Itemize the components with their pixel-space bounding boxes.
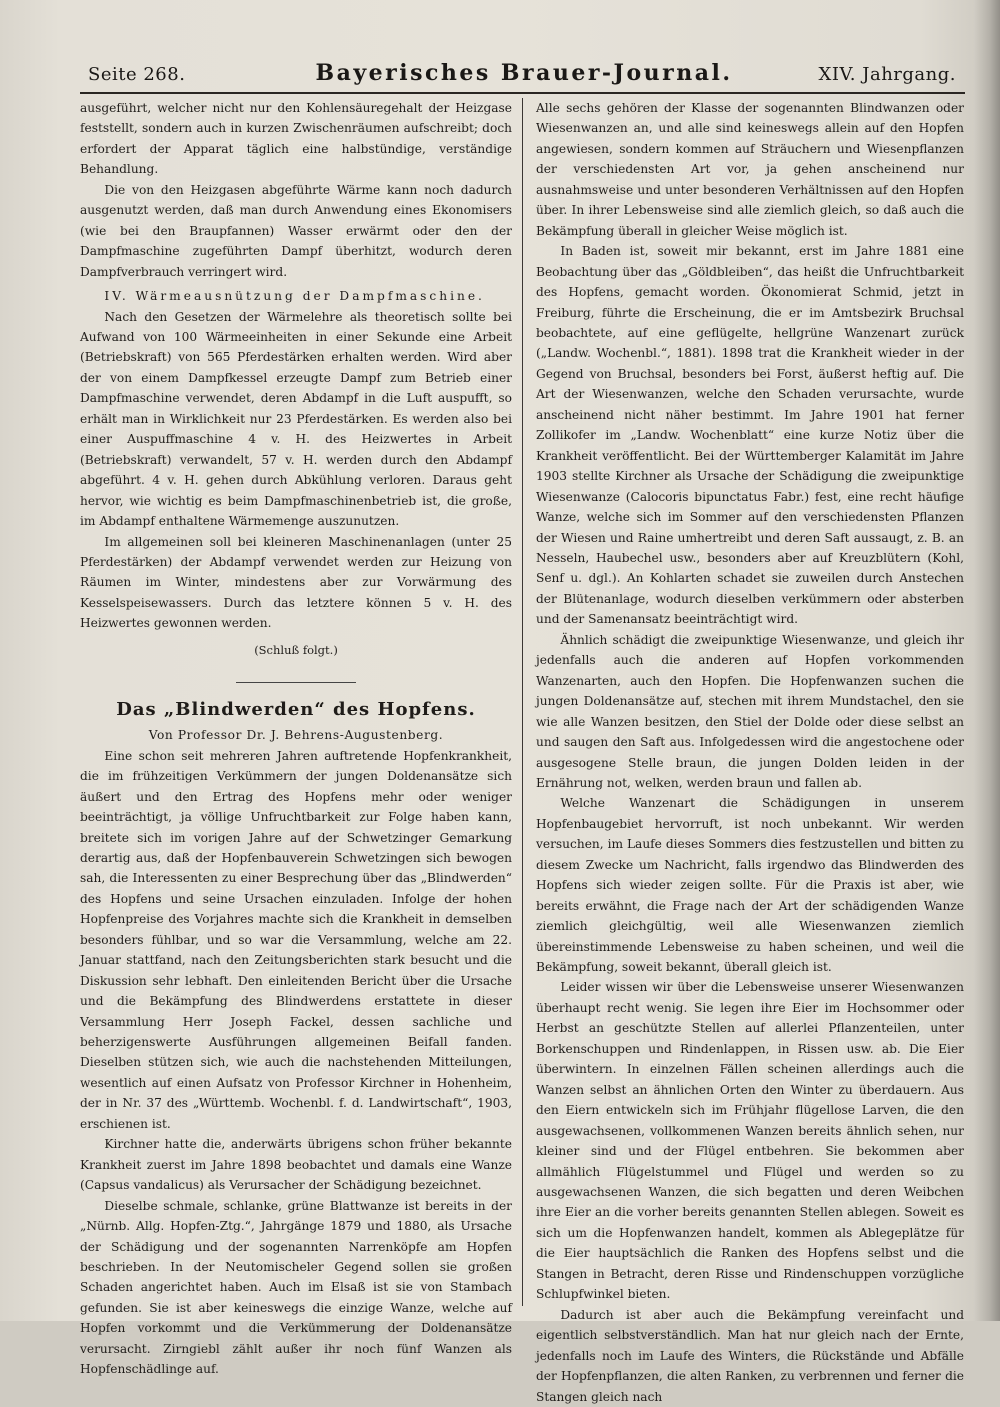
volume-label: XIV. Jahrgang. — [818, 64, 956, 85]
paragraph: Dieselbe schmale, schlanke, grüne Blattwanze ist bereits in der „Nürnb. Allg. Hopfen-Ztg.“, Jahrgänge 1879 und 1880, als Ursache der Schädigung und der sogenannten Narrenköpfe am Hopfen beschrieben. In der Neutomischeler Gegend sollen sie großen Schaden angerichtet haben. Auch im Elsaß ist sie von Stambach gefunden. Sie ist aber keineswegs die einzige Wanze, welche auf Hopfen vorkommt und die Verkümmerung der Doldenansätze verursacht. Zirngiebl zählt außer ihr noch fünf Wanzen als Hopfenschädlinge auf. — [80, 1198, 512, 1377]
left-column — [80, 98, 512, 1380]
paragraph: Dadurch ist aber auch die Bekämpfung vereinfacht und eigentlich selbstverständlich. Man hat nur gleich nach der Ernte, jedenfalls noch im Laufe des Winters, die Rückstände und Abfälle der Hopfenpflanzen, die alten Ranken, zu verbrennen und ferner die Stangen gleich nach — [536, 1307, 964, 1404]
paragraph: Ähnlich schädigt die zweipunktige Wiesenwanze, und gleich ihr jedenfalls auch die anderen auf Hopfen vorkommenden Wanzenarten, auch den Hopfen. Die Hopfenwanzen suchen die jungen Doldenansätze auf, stechen mit ihrem Mundstachel, den sie wie alle Wanzen besitzen, den Stiel der Dolde oder diese selbst an und saugen den Saft aus. Infolgedessen wird die angestochene oder ausgesogene Stelle braun, die jungen Dolden leiden in der Ernährung not, welken, werden braun und fallen ab. — [536, 632, 964, 790]
column-divider — [522, 98, 523, 1306]
article-title: Das „Blindwerden“ des Hopfens. — [116, 699, 476, 721]
page-number: Seite 268. — [88, 64, 186, 85]
journal-title: Bayerisches Brauer-Journal. — [315, 60, 733, 86]
paragraph: Die von den Heizgasen abgeführte Wärme kann noch dadurch ausgenutzt werden, daß man durch Anwendung eines Ekonomisers (wie bei den Braupfannen) Wasser erwärmt oder den der Dampfmaschine zugeführten Dampf überhitzt, wodurch deren Dampfverbrauch verringert wird. — [80, 182, 512, 279]
paragraph: Welche Wanzenart die Schädigungen in unserem Hopfenbaugebiet hervorruft, ist noch unbekannt. Wir werden versuchen, im Laufe dieses Sommers dies festzustellen und bitten zu diesem Zwecke um Nachricht, falls irgendwo das Blindwerden des Hopfens sich wieder zeigen sollte. Für die Praxis ist aber, wie bereits erwähnt, die Frage nach der Art der schädigenden Wanze ziemlich gleichgültig, weil alle Wiesenwanzen ziemlich übereinstimmende Lebensweise zu haben scheinen, und weil die Bekämpfung, soweit bekannt, überall gleich ist. — [536, 796, 964, 975]
paragraph: Im allgemeinen soll bei kleineren Maschinenanlagen (unter 25 Pferdestärken) der Abdampf verwendet werden zur Heizung von Räumen im Winter, mindestens aber zur Vorwärmung des Kesselspeisewassers. Durch das letztere können 5 v. H. des Heizwertes gewonnen werden. — [80, 534, 512, 631]
paragraph: Nach den Gesetzen der Wärmelehre als theoretisch sollte bei Aufwand von 100 Wärmeeinheiten in einer Sekunde eine Arbeit (Betriebskraft) von 565 Pferdestärken erhalten werden. Wird aber der von einem Dampfkessel erzeugte Dampf zum Betrieb einer Dampfmaschine verwendet, deren Abdampf in die Luft auspufft, so erhält man in Wirklichkeit nur 23 Pferdestärken. Es werden also bei einer Auspuffmaschine 4 v. H. des Heizwertes in Arbeit (Betriebskraft) verwandelt, 57 v. H. werden durch den Abdampf abgeführt. 4 v. H. gehen durch Abkühlung verloren. Daraus geht hervor, wie wichtig es beim Dampfmaschinenbetrieb ist, die große, im Abdampf enthaltene Wärmemenge auszunutzen. — [80, 309, 512, 529]
article-byline: Von Professor Dr. J. Behrens-Augustenberg. — [148, 728, 444, 743]
continuation-note: (Schluß folgt.) — [254, 642, 338, 657]
paragraph: Leider wissen wir über die Lebensweise unserer Wiesenwanzen überhaupt recht wenig. Sie legen ihre Eier im Hochsommer oder Herbst an geschützte Stellen auf allerlei Pflanzenteilen, unter Borkenschuppen und Rindenlappen, in Rissen usw. ab. Die Eier überwintern. In einzelnen Fällen scheinen allerdings auch die Wanzen selbst an ähnlichen Orten den Winter zu überdauern. Aus den Eiern entwickeln sich im Frühjahr flügellose Larven, die den ausgewachsenen, vollkommenen Wanzen bereits ähnlich sehen, nur kleiner sind und der Flügel entbehren. Sie bekommen aber allmählich Flügelstummel und Flügel und werden so zu ausgewachsenen Wanzen, die sich begatten und deren Weibchen ihre Eier an die vorher bereits genannten Stellen ablegen. Soweit es sich um die Hopfenwanzen handelt, kommen als Ablegeplätze für die Eier hauptsächlich die Ranken des Hopfens selbst und die Stangen in Betracht, deren Risse und Rindenschuppen vorzügliche Schlupfwinkel bieten. — [536, 980, 964, 1302]
right-column — [536, 98, 964, 1407]
paragraph: Kirchner hatte die, anderwärts übrigens schon früher bekannte Krankheit zuerst im Jahre 1898 beobachtet und damals eine Wanze (Capsus vandalicus) als Verursacher der Schädigung bezeichnet. — [80, 1137, 512, 1193]
paragraph: Eine schon seit mehreren Jahren auftretende Hopfenkrankheit, die im frühzeitigen Verkümmern der jungen Doldenansätze sich äußert und den Ertrag des Hopfens mehr oder weniger beeinträchtigt, ja völlige Unfruchtbarkeit zur Folge haben kann, breitete sich im vorigen Jahre auf der Schwetzinger Gemarkung derartig aus, daß der Hopfenbauverein Schwetzingen sich bewogen sah, die Interessenten zu einer Besprechung über das „Blindwerden“ des Hopfens und seine Ursachen einzuladen. Infolge der hohen Hopfenpreise des Vorjahres machte sich die Krankheit in demselben besonders fühlbar, und so war die Versammlung, welche am 22. Januar stattfand, nach den Zeitungsberichten stark besucht und die Diskussion sehr lebhaft. Den einleitenden Bericht über die Ursache und die Bekämpfung des Blindwerdens erstattete in dieser Versammlung Herr Joseph Fackel, dessen sachliche und beherzigenswerte Ausführungen allgemeinen Beifall fanden. Dieselben stützen sich, wie auch die nachstehenden Mitteilungen, wesentlich auf einen Aufsatz von Professor Kirchner in Hohenheim, der in Nr. 37 des „Württemb. Wochenbl. f. d. Landwirtschaft“, 1903, erschienen ist. — [80, 748, 512, 1131]
page-header — [88, 60, 960, 90]
paragraph: Alle sechs gehören der Klasse der sogenannten Blindwanzen oder Wiesenwanzen an, und alle sind keineswegs allein auf den Hopfen angewiesen, sondern kommen auf Sträuchern und Wiesenpflanzen der verschiedensten Art vor, ja gehen anscheinend nur ausnahmsweise und unter besonderen Verhältnissen auf den Hopfen über. In ihrer Lebensweise sind alle ziemlich gleich, so daß auch die Bekämpfung überall in gleicher Weise möglich ist. — [536, 101, 964, 238]
binding-shadow — [974, 0, 1000, 1321]
paragraph: ausgeführt, welcher nicht nur den Kohlensäuregehalt der Heizgase feststellt, sondern auch in kurzen Zwischenräumen aufschreibt; doch erfordert der Apparat täglich eine halbstündige, verständige Behandlung. — [80, 101, 512, 177]
section-heading: IV. Wärmeausnützung der Dampfmaschine. — [104, 289, 485, 304]
paragraph: In Baden ist, soweit mir bekannt, erst im Jahre 1881 eine Beobachtung über das „Göldbleiben“, das heißt die Unfruchtbarkeit des Hopfens, gemacht worden. Ökonomierat Schmid, jetzt in Freiburg, führte die Erscheinung, die er im Amtsbezirk Bruchsal beobachtete, auf eine geflügelte, hellgrüne Wanzenart zurück („Landw. Wochenbl.“, 1881). 1898 trat die Krankheit wieder in der Gegend von Bruchsal, besonders bei Forst, äußerst heftig auf. Die Art der Wiesenwanzen, welche den Schaden verursachte, wurde anscheinend nicht näher bestimmt. Im Jahre 1901 hat ferner Zollikofer im „Landw. Wochenblatt“ eine kurze Notiz über die Krankheit veröffentlicht. Bei der Württemberger Kalamität im Jahre 1903 stellte Kirchner als Ursache der Schädigung die zweipunktige Wiesenwanze (Calocoris bipunctatus Fabr.) fest, eine recht häufige Wanze, welche sich im Sommer auf den verschiedensten Pflanzen der Wiesen und Raine umhertreibt und deren Saft aussaugt, z. B. an Nesseln, Haubechel usw., besonders aber auf Kreuzblütern (Kohl, Senf u. dgl.). An Kohlarten schadet sie zuweilen durch Anstechen der Blütenanlage, wodurch dieselben verkümmern oder absterben und der Samenansatz beeinträchtigt wird. — [536, 244, 964, 627]
header-rule — [80, 92, 965, 94]
section-divider — [236, 682, 356, 683]
